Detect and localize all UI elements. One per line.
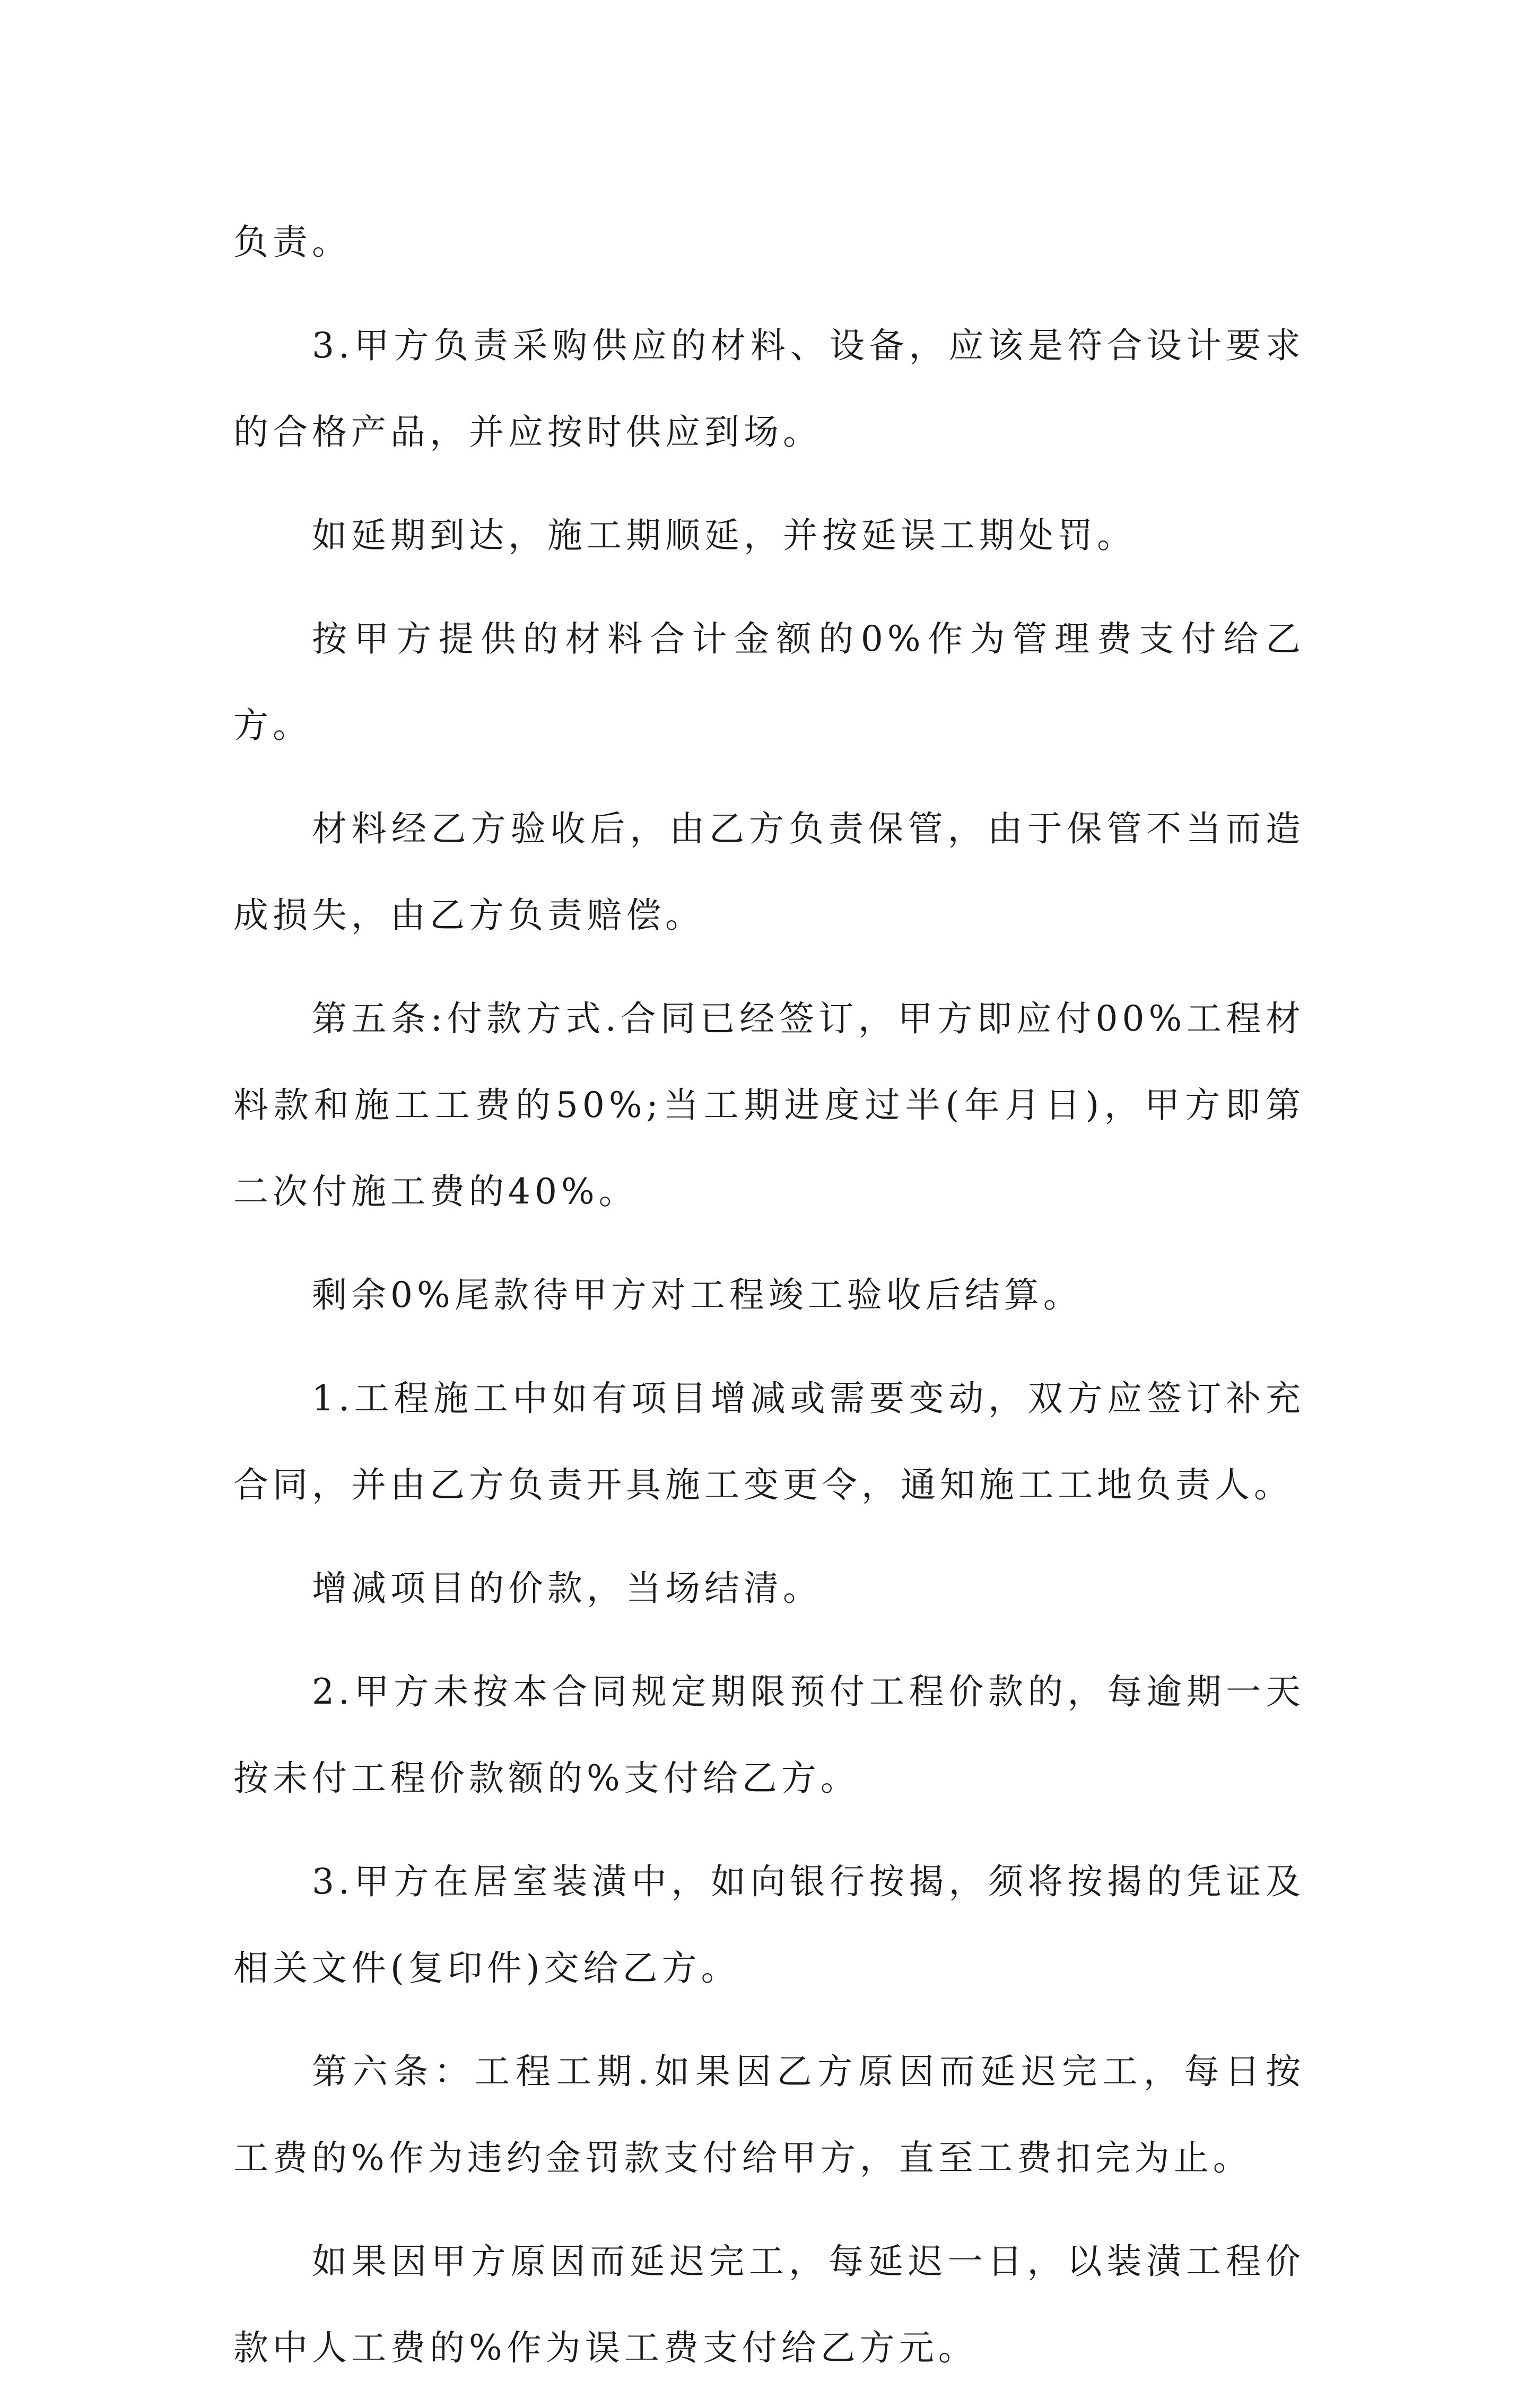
paragraph: 第五条:付款方式.合同已经签订，甲方即应付00%工程材料款和施工工费的50%;当工期进度过半(年月日)，甲方即第二次付施工费的40%。 [233,998,1305,1212]
paragraph: 如延期到达，施工期顺延，并按延误工期处罚。 [312,515,1136,556]
document-body [233,199,1305,2408]
paragraph: 按甲方提供的材料合计金额的0%作为管理费支付给乙方。 [233,618,1305,746]
paragraph: 如果因甲方原因而延迟完工，每延迟一日，以装潢工程价款中人工费的%作为误工费支付给乙方元。 [233,2241,1305,2368]
paragraph: 1.工程施工中如有项目增减或需要变动，双方应签订补充合同，并由乙方负责开具施工变更令，通知施工工地负责人。 [233,1378,1305,1505]
paragraph: 2.甲方未按本合同规定期限预付工程价款的，每逾期一天按未付工程价款额的%支付给乙方。 [233,1671,1305,1799]
paragraph: 3.甲方在居室装潢中，如向银行按揭，须将按揭的凭证及相关文件(复印件)交给乙方。 [233,1861,1305,1988]
paragraph: 增减项目的价款，当场结清。 [312,1568,822,1609]
paragraph: 第六条：工程工期.如果因乙方原因而延迟完工，每日按工费的%作为违约金罚款支付给甲方，直至工费扣完为止。 [233,2051,1305,2178]
paragraph: 3.甲方负责采购供应的材料、设备，应该是符合设计要求的合格产品，并应按时供应到场。 [233,325,1305,452]
paragraph: 材料经乙方验收后，由乙方负责保管，由于保管不当而造成损失，由乙方负责赔偿。 [233,808,1305,936]
paragraph: 剩余0%尾款待甲方对工程竣工验收后结算。 [312,1275,1083,1315]
paragraph: 负责。 [233,222,351,263]
